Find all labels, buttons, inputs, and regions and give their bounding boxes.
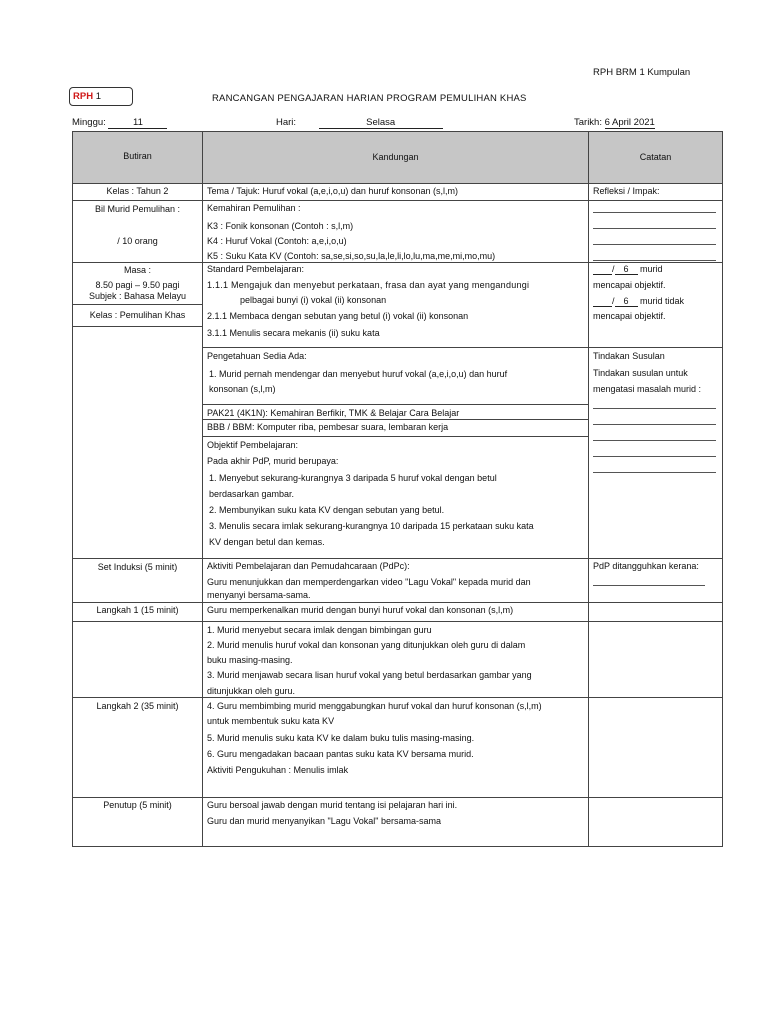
refleksi-impak: Refleksi / Impak: bbox=[593, 186, 660, 196]
butiran-langkah-2: Langkah 2 (35 minit) bbox=[96, 701, 179, 711]
document-title: RANCANGAN PENGAJARAN HARIAN PROGRAM PEMULIHAN KHAS bbox=[212, 93, 527, 104]
langkah-1-item-3-cont: ditunjukkan oleh guru. bbox=[207, 686, 296, 696]
tindakan-blank-1 bbox=[593, 408, 716, 409]
pengetahuan-sedia-ada-title: Pengetahuan Sedia Ada: bbox=[207, 351, 307, 361]
langkah-2-item-5: 5. Murid menulis suku kata KV ke dalam buku tulis masing-masing. bbox=[207, 733, 475, 743]
kemahiran-k3: K3 : Fonik konsonan (Contoh : s,l,m) bbox=[207, 221, 354, 231]
col-header-butiran: Butiran bbox=[123, 151, 152, 161]
objektif-1-cont: berdasarkan gambar. bbox=[209, 489, 295, 499]
kemahiran-k4: K4 : Huruf Vokal (Contoh: a,e,i,o,u) bbox=[207, 236, 347, 246]
standard-2-1-1: 2.1.1 Membaca dengan sebutan yang betul (i) vokal (ii) konsonan bbox=[207, 311, 469, 321]
tarikh-field bbox=[574, 117, 655, 129]
col-header-kandungan: Kandungan bbox=[372, 152, 419, 162]
objektif-3: 3. Menulis secara imlak sekurang-kurangnya 10 daripada 15 perkataan suku kata bbox=[209, 521, 534, 531]
pengetahuan-sedia-ada-1-cont: konsonan (s,l,m) bbox=[209, 384, 276, 394]
set-induksi-text-cont: menyanyi bersama-sama. bbox=[207, 590, 311, 600]
langkah-1-item-2-cont: buku masing-masing. bbox=[207, 655, 293, 665]
tindakan-susulan-text: Tindakan susulan untuk bbox=[593, 368, 688, 378]
pengetahuan-sedia-ada-1: 1. Murid pernah mendengar dan menyebut huruf vokal (a,e,i,o,u) dan huruf bbox=[209, 369, 508, 379]
col-header-catatan: Catatan bbox=[639, 152, 672, 162]
langkah-1-item-3: 3. Murid menjawab secara lisan huruf vokal yang betul berdasarkan gambar yang bbox=[207, 670, 532, 680]
langkah-2-item-6: 6. Guru mengadakan bacaan pantas suku kata KV bersama murid. bbox=[207, 749, 474, 759]
murid-tidak-mencapai-objektif: mencapai objektif. bbox=[593, 311, 666, 321]
butiran-set-induksi: Set Induksi (5 minit) bbox=[97, 562, 178, 572]
refleksi-blank-2 bbox=[593, 228, 716, 229]
butiran-bil-murid: Bil Murid Pemulihan : bbox=[94, 204, 181, 214]
langkah-1-item-2: 2. Murid menulis huruf vokal dan konsonan yang ditunjukkan oleh guru di dalam bbox=[207, 640, 526, 650]
aktiviti-pengukuhan: Aktiviti Pengukuhan : Menulis imlak bbox=[207, 765, 349, 775]
rph-number: 1 bbox=[95, 91, 101, 102]
butiran-masa-value: 8.50 pagi – 9.50 pagi bbox=[95, 280, 180, 290]
aktiviti-title: Aktiviti Pembelajaran dan Pemudahcaraan (PdPc): bbox=[207, 561, 410, 571]
hari-value: Selasa bbox=[319, 118, 443, 129]
tindakan-blank-5 bbox=[593, 472, 716, 473]
header-top-right: RPH BRM 1 Kumpulan bbox=[593, 67, 691, 78]
bbb-bbm: BBB / BBM: Komputer riba, pembesar suara, lembaran kerja bbox=[207, 422, 449, 432]
langkah-2-item-4: 4. Guru membimbing murid menggabungkan huruf vokal dan huruf konsonan (s,l,m) bbox=[207, 701, 542, 711]
minggu-value: 11 bbox=[108, 118, 167, 129]
butiran-masa: Masa : bbox=[123, 265, 151, 275]
pdp-blank bbox=[593, 585, 705, 586]
tindakan-susulan-text-cont: mengatasi masalah murid : bbox=[593, 384, 702, 394]
rph-number-box bbox=[69, 87, 133, 106]
murid-mencapai: / 6 murid bbox=[593, 264, 663, 275]
butiran-langkah-1: Langkah 1 (15 minit) bbox=[96, 605, 179, 615]
standard-3-1-1: 3.1.1 Menulis secara mekanis (ii) suku kata bbox=[207, 328, 380, 338]
tema-tajuk: Tema / Tajuk: Huruf vokal (a,e,i,o,u) dan huruf konsonan (s,l,m) bbox=[207, 186, 458, 196]
objektif-title: Objektif Pembelajaran: bbox=[207, 440, 299, 450]
kemahiran-k5: K5 : Suku Kata KV (Contoh: sa,se,si,so,su,la,le,li,lo,lu,ma,me,mi,mo,mu) bbox=[207, 251, 496, 261]
tarikh-value: 6 April 2021 bbox=[604, 117, 655, 128]
rph-label: RPH bbox=[73, 91, 94, 102]
objektif-3-cont: KV dengan betul dan kemas. bbox=[209, 537, 325, 547]
tindakan-blank-4 bbox=[593, 456, 716, 457]
langkah-2-item-4-cont: untuk membentuk suku kata KV bbox=[207, 716, 335, 726]
tarikh-label: Tarikh: bbox=[574, 117, 602, 128]
tindakan-blank-3 bbox=[593, 440, 716, 441]
penutup-text: Guru bersoal jawab dengan murid tentang isi pelajaran hari ini. bbox=[207, 800, 458, 810]
refleksi-blank-4 bbox=[593, 260, 716, 261]
butiran-subjek: Subjek : Bahasa Melayu bbox=[88, 291, 187, 301]
hari-field bbox=[276, 117, 443, 129]
objektif-2: 2. Membunyikan suku kata KV dengan sebutan yang betul. bbox=[209, 505, 445, 515]
tindakan-susulan-title: Tindakan Susulan bbox=[593, 351, 665, 361]
kemahiran-title: Kemahiran Pemulihan : bbox=[207, 203, 301, 213]
pak21: PAK21 (4K1N): Kemahiran Berfikir, TMK & Belajar Cara Belajar bbox=[207, 408, 460, 418]
minggu-field bbox=[72, 117, 167, 129]
standard-pembelajaran-title: Standard Pembelajaran: bbox=[207, 264, 305, 274]
langkah-1-item-1: 1. Murid menyebut secara imlak dengan bimbingan guru bbox=[207, 625, 432, 635]
murid-tidak-mencapai: / 6 murid tidak bbox=[593, 296, 684, 307]
hari-label: Hari: bbox=[276, 117, 297, 128]
tindakan-blank-2 bbox=[593, 424, 716, 425]
penutup-text-cont: Guru dan murid menyanyikan "Lagu Vokal" bersama-sama bbox=[207, 816, 442, 826]
murid-tidak-mencapai-label: murid tidak bbox=[640, 296, 685, 306]
refleksi-blank-3 bbox=[593, 244, 716, 245]
murid-mencapai-objektif: mencapai objektif. bbox=[593, 280, 666, 290]
murid-mencapai-label: murid bbox=[640, 264, 663, 274]
murid-mencapai-count: 6 bbox=[615, 264, 638, 275]
minggu-label: Minggu: bbox=[72, 117, 106, 128]
objektif-1: 1. Menyebut sekurang-kurangnya 3 daripada 5 huruf vokal dengan betul bbox=[209, 473, 497, 483]
objektif-intro: Pada akhir PdP, murid berupaya: bbox=[207, 456, 339, 466]
butiran-penutup: Penutup (5 minit) bbox=[103, 800, 172, 810]
murid-tidak-mencapai-count: 6 bbox=[615, 296, 638, 307]
butiran-kelas: Kelas : Tahun 2 bbox=[106, 186, 169, 196]
pdp-ditangguhkan: PdP ditangguhkan kerana: bbox=[593, 561, 699, 571]
refleksi-blank-1 bbox=[593, 212, 716, 213]
butiran-bil-murid-value: / 10 orang bbox=[117, 236, 158, 246]
butiran-kelas-pemulihan: Kelas : Pemulihan Khas bbox=[89, 310, 186, 320]
langkah-1-text: Guru memperkenalkan murid dengan bunyi huruf vokal dan konsonan (s,l,m) bbox=[207, 605, 514, 615]
set-induksi-text: Guru menunjukkan dan memperdengarkan video "Lagu Vokal" kepada murid dan bbox=[207, 577, 531, 587]
standard-1-1-1-cont: pelbagai bunyi (i) vokal (ii) konsonan bbox=[240, 295, 387, 305]
standard-1-1-1: 1.1.1 Mengajuk dan menyebut perkataan, frasa dan ayat yang mengandungi bbox=[207, 280, 530, 290]
